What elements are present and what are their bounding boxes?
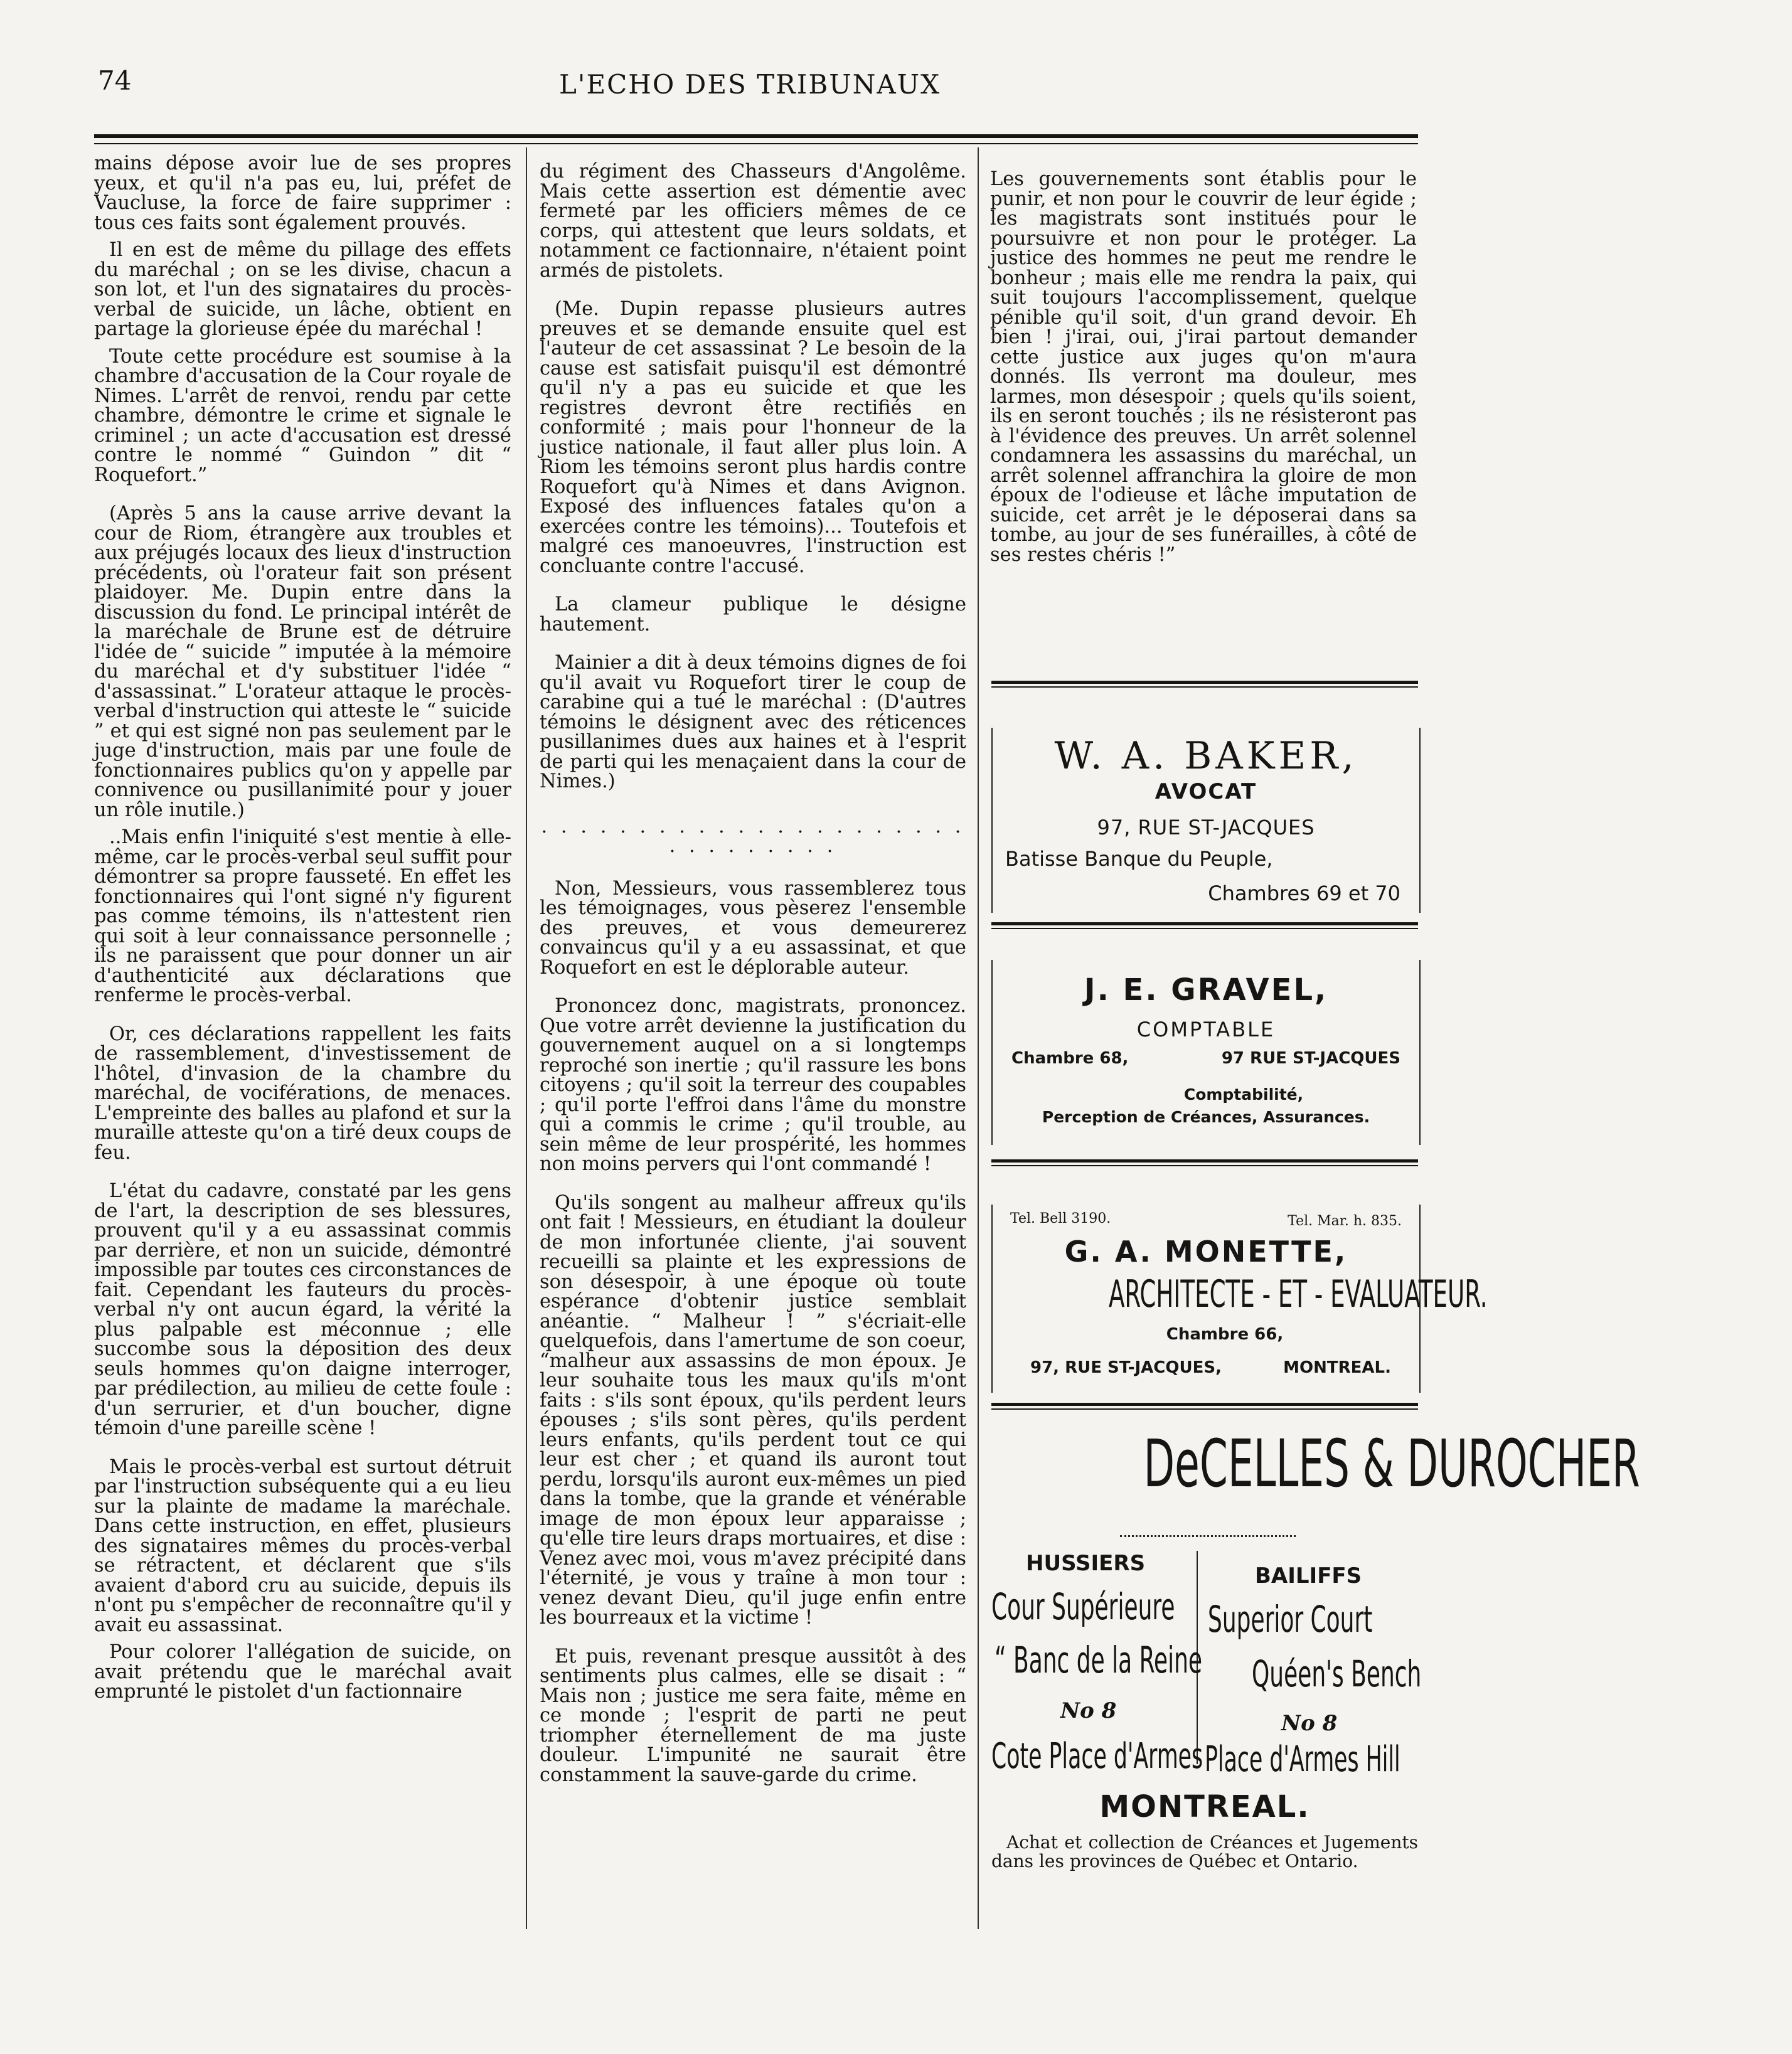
column-divider (526, 147, 527, 1929)
ad-separator (991, 681, 1418, 688)
ellipsis-separator: . . . . . . . . . . . . . . . . . . . . . . . . . . . . . . . (541, 815, 965, 857)
article-column-1 (94, 154, 511, 1710)
paragraph: Qu'ils songent au malheur affreux qu'ils ont fait ! Messieurs, en étudiant la douleur de mon infortunée cliente, j'ai souvent recueilli sa plainte et les expressions de son désespoir, à une époque où toute espérance d'obtenir justice semblait anéantie. “ Malheur ! ” s'écriait-elle quelquefois, dans l'amertume de son coeur, “malheur aux assassins de mon époux. Je leur souhaite tous les maux qu'ils m'ont faits : s'ils sont époux, qu'ils perdent leurs épouses ; s'ils sont pères, qu'ils perdent leurs enfants, qu'ils perdent tout ce qui leur est cher ; et quand ils auront tout perdu, lorsqu'ils auront eux-mêmes un pied dans la tombe, que la grande et vénérable image de mon époux leur apparaisse ; qu'elle tire leurs draps mortuaires, et dise : Venez avec moi, vous m'avez précipité dans l'éternité, je vous y traîne à mon tour : venez devant Dieu, qu'il juge enfin entre les bourreaux et la victime ! (540, 1191, 966, 1629)
column-divider (978, 147, 979, 1929)
ad-court-en: Superior Court (1208, 1598, 1373, 1641)
ad-address: 97 RUE ST-JACQUES (1221, 1049, 1400, 1068)
running-title: L'ECHO DES TRIBUNAUX (559, 69, 941, 100)
dotted-divider (1120, 1535, 1296, 1537)
ad-heading-fr: HUSSIERS (1026, 1551, 1146, 1576)
ad-address: 97, RUE ST-JACQUES, (1030, 1358, 1222, 1377)
ad-title: AVOCAT (1155, 779, 1257, 804)
ad-court-fr: Cour Supérieure (991, 1585, 1175, 1628)
ad-bench-en: Quéen's Bench (1252, 1652, 1422, 1695)
ad-name: W. A. BAKER, (1054, 734, 1358, 778)
page-header (94, 63, 1405, 113)
ad-room: Chambre 66, (1166, 1325, 1284, 1344)
ad-tel: Tel. Mar. h. 835. (1288, 1213, 1402, 1229)
ad-bench-fr: “ Banc de la Reine (995, 1639, 1203, 1681)
ad-monette (991, 1205, 1488, 1393)
ad-building: Batisse Banque du Peuple, (1005, 847, 1273, 871)
paragraph: Prononcez donc, magistrats, prononcez. Que votre arrêt devienne la justification du gouvernement auquel on a si longtemps reproché son inertie ; qu'il rassure les bons citoyens ; qu'il soit la terreur des coupables ; qu'il porte l'effroi dans l'âme du monstre qui a commis le crime ; qu'il trouble, au sein même de leur prospérité, les hommes non moins pervers qui l'ont commandé ! (540, 995, 966, 1175)
ad-title: COMPTABLE (1136, 1018, 1276, 1041)
paragraph: Mainier a dit à deux témoins dignes de foi qu'il avait vu Roquefort tirer le coup de carabine qui a tué le maréchal : (D'autres témoins le désignent avec des réticences pusillanimes dues aux haines et à l'esprit de parti qui les menaçaient dans la cour de Nimes.) (540, 652, 966, 792)
paragraph: Toute cette procédure est soumise à la chambre d'accusation de la Cour royale de Nimes. L'arrêt de renvoi, rendu par cette chambre, démontre le crime et signale le criminel ; un acte d'accusation est dressé contre le nommé “ Guindon ” dit “ Roquefort.” (94, 345, 511, 486)
article-column-2 (540, 162, 966, 1792)
ad-place-en: Place d'Armes Hill (1205, 1739, 1400, 1780)
header-rule-thin (94, 143, 1418, 144)
ad-baker (991, 728, 1421, 913)
ad-heading-en: BAILIFFS (1255, 1563, 1362, 1588)
paragraph: L'état du cadavre, constaté par les gens de l'art, la description de ses blessures, prouvent qu'il y a eu assassinat commis par derrière, et non un suicide, démontré impossible par toutes ces circonstances de fait. Cependant les fauteurs du procès-verbal n'y ont aucun égard, la vérité la plus palpable est méconnue ; elle succombe sous la déposition des deux seuls hommes qu'on daigne interroger, par prédilection, au milieu de cette foule : d'un serrurier, et d'un boucher, digne témoin d'une pareille scène ! (94, 1180, 511, 1439)
paragraph: mains dépose avoir lue de ses propres yeux, et qu'il n'a pas eu, lui, préfet de Vaucluse, la force de faire supprimer : tous ces faits sont également prouvés. (94, 152, 511, 234)
ad-tel: Tel. Bell 3190. (1010, 1211, 1111, 1227)
ad-separator (991, 922, 1418, 929)
ad-name: DeCELLES & DUROCHER (1143, 1425, 1640, 1502)
ad-place-fr: Cote Place d'Armes (991, 1736, 1203, 1777)
ad-name: J. E. GRAVEL, (1084, 972, 1328, 1008)
paragraph: Non, Messieurs, vous rassemblerez tous les témoignages, vous pèserez l'ensemble des preuves, et vous demeurerez convaincus qu'il y a eu assassinat, et que Roquefort en est le déplorable auteur. (540, 877, 966, 979)
ad-services: Comptabilité, (1183, 1085, 1304, 1104)
ad-city: MONTREAL. (1283, 1358, 1391, 1377)
paragraph: La clameur publique le désigne hautement. (540, 593, 966, 636)
ad-number-fr: No 8 (1060, 1698, 1117, 1723)
ad-title: ARCHITECTE - ET - EVALUATEUR. (1108, 1272, 1488, 1316)
ad-decelles-durocher (991, 1419, 1640, 1871)
paragraph: ..Mais enfin l'iniquité s'est mentie à elle-même, car le procès-verbal seul suffit pour démontrer sa propre fausseté. En effet les fonctionnaires qui l'ont signé n'y figurent pas comme témoins, ils n'attestent rien qui soit à leur connaissance personnelle ; ils ne paraissent que pour donner un air d'authenticité aux déclarations que renferme le procès-verbal. (94, 826, 511, 1006)
ad-separator (991, 1403, 1418, 1410)
ad-number-en: No 8 (1281, 1711, 1338, 1736)
paragraph: (Après 5 ans la cause arrive devant la cour de Riom, étrangère aux troubles et aux préjugés locaux des lieux d'instruction précédents, où l'orateur fait son présent plaidoyer. Me. Dupin entre dans la discussion du fond. Le principal intérêt de la maréchale de Brune est de détruire l'idée de “ suicide ” imputée à la mémoire du maréchal et d'y substituer l'idée “ d'assassinat.” L'orateur attaque le procès-verbal d'instruction qui atteste le “ suicide ” et qui est signé non pas seulement par le juge d'instruction, mais par une foule de fonctionnaires publics qu'on y appelle par connivence ou pusillanimité pour y jouer un rôle inutile.) (94, 503, 511, 821)
ad-address: 97, RUE ST-JACQUES (1097, 816, 1315, 839)
paragraph: Mais le procès-verbal est surtout détruit par l'instruction subséquente qui a eu lieu sur la plainte de madame la maréchale. Dans cette instruction, en effet, plusieurs des signataires mêmes du procès-verbal se rétractent, et déclarent que s'ils avaient d'abord cru au suicide, depuis ils n'ont pu s'empêcher de reconnaître qu'il y avait eu assassinat. (94, 1455, 511, 1636)
ad-gravel (991, 960, 1421, 1145)
ad-separator (991, 1159, 1418, 1166)
paragraph: Il en est de même du pillage des effets du maréchal ; on se les divise, chacun a son lot, et l'un des signataires du procès-verbal de suicide, un lâche, obtient en partage la glorieuse épée du maréchal ! (94, 239, 511, 340)
paragraph: Or, ces déclarations rappellent les faits de rassemblement, d'investissement de l'hôtel, d'invasion de la chambre du maréchal, de vociférations, de menaces. L'empreinte des balles au plafond et sur la muraille atteste qu'on a tiré deux coups de feu. (94, 1023, 511, 1164)
article-column-3 (990, 169, 1417, 572)
ad-name: G. A. MONETTE, (1064, 1235, 1348, 1269)
page-number: 74 (98, 65, 132, 96)
ad-services: Perception de Créances, Assurances. (1042, 1108, 1370, 1126)
paragraph: du régiment des Chasseurs d'Angolême. Mais cette assertion est démentie avec fermeté par les officiers mêmes de ce corps, qui attestent que leurs soldats, et notamment ce factionnaire, n'étaient point armés de pistolets. (540, 161, 966, 282)
ad-rooms: Chambres 69 et 70 (1208, 881, 1400, 905)
header-rule (94, 134, 1418, 138)
paragraph: Et puis, revenant presque aussitôt à des sentiments plus calmes, elle se disait : “ Mais non ; justice me sera faite, même en ce monde ; l'esprit de parti ne peut triompher éternellement de ma juste douleur. L'impunité ne saurait être constamment la sauve-garde du crime. (540, 1645, 966, 1786)
ad-city: MONTREAL. (1099, 1789, 1310, 1824)
paragraph: Pour colorer l'allégation de suicide, on avait prétendu que le maréchal avait emprunté le pistolet d'un factionnaire (94, 1641, 511, 1703)
ad-room: Chambre 68, (1011, 1049, 1129, 1068)
paragraph: Les gouvernements sont établis pour le punir, et non pour le couvrir de leur égide ; les magistrats sont institués pour le poursuivre et non pour le protéger. La justice des hommes ne peut me rendre le bonheur ; mais elle me rendra la paix, qui suit toujours l'accomplissement, quelque pénible qu'il soit, d'un grand devoir. Eh bien ! j'irai, oui, j'irai partout demander cette justice aux juges qu'on m'aura donnés. Ils verront ma douleur, mes larmes, mon désespoir ; quels qu'ils soient, ils en seront touchés ; ils ne résisteront pas à l'évidence des preuves. Un arrêt solennel condamnera les assassins du maréchal, un arrêt solennel affranchira la gloire de mon époux de l'odieuse et lâche imputation de suicide, cet arrêt je le déposerai dans sa tombe, au jour de ses funérailles, à côté de ses restes chéris !” (990, 168, 1417, 566)
paragraph: (Me. Dupin repasse plusieurs autres preuves et se demande ensuite quel est l'auteur de cet assassinat ? Le besoin de la cause est satisfait puisqu'il est démontré qu'il n'y a pas eu suicide et que les registres devront être rectifiés en conformité ; mais pour l'honneur de la justice nationale, il faut aller plus loin. A Riom les témoins seront plus hardis contre Roquefort qu'à Nimes et dans Avignon. Exposé des influences fatales qu'on a exercées contre les témoins)... Toutefois et malgré ces manoeuvres, l'instruction est concluante contre l'accusé. (540, 298, 966, 577)
ad-footer: Achat et collection de Créances et Jugements dans les provinces de Québec et Ontario. (991, 1832, 1418, 1871)
